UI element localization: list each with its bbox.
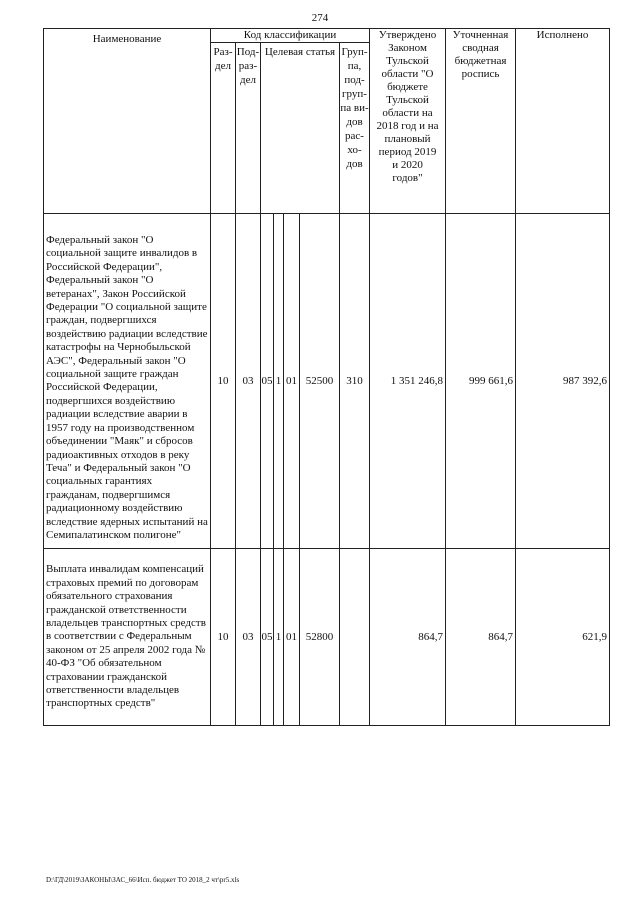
row-section: 10 bbox=[211, 549, 236, 725]
row-section: 10 bbox=[211, 214, 236, 549]
header-expense-group: Груп- па, под- груп- па ви- дов рас- хо- дов bbox=[340, 43, 370, 214]
row-name: Выплата инвалидам компенсаций страховых премий по договорам обязательного страхования гражданской ответственности владельцев транспортных средств в соответствии с Федеральным законом от 25 апреля 2002 года № 40-ФЗ "Об обязательном страховании гражданской ответственности владельцев транспортных средств" bbox=[44, 549, 211, 725]
row-subsection: 03 bbox=[236, 214, 261, 549]
header-name: Наименование bbox=[44, 29, 211, 214]
row-executed: 987 392,6 bbox=[516, 214, 610, 549]
row-specified: 864,7 bbox=[446, 549, 516, 725]
row-target-part-4: 52800 bbox=[300, 549, 340, 725]
row-approved: 1 351 246,8 bbox=[370, 214, 446, 549]
row-name: Федеральный закон "О социальной защите инвалидов в Российской Федерации", Федеральный закон "О ветеранах", Закон Российской Федерации "О социальной защите граждан, подвергшихся воздействию радиации вследствие катастрофы на Чернобыльской АЭС", Федеральный закон "О социальной защите граждан Российской Федерации, подвергшихся воздействию радиации вследствие аварии в 1957 году на производственном объединении "Маяк" и сбросов радиоактивных отходов в реку Теча" и Федеральный закон "О социальных гарантиях гражданам, подвергшимся радиационному воздействию вследствие ядерных испытаний на Семипалатинском полигоне" bbox=[44, 214, 211, 549]
row-target-part-1: 05 bbox=[261, 214, 274, 549]
header-subsection: Под- раз- дел bbox=[236, 43, 261, 214]
row-expense-group: 310 bbox=[340, 214, 370, 549]
row-target-part-3: 01 bbox=[284, 549, 300, 725]
row-target-part-2: 1 bbox=[274, 214, 284, 549]
page-number: 274 bbox=[311, 12, 329, 24]
file-path-footer: D:\ГД\2019\ЗАКОНЫ\ЗАС_66\Исп. бюджет ТО 2018_2 чт\pr5.xls bbox=[46, 876, 240, 884]
header-section: Раз- дел bbox=[211, 43, 236, 214]
row-executed: 621,9 bbox=[516, 549, 610, 725]
header-classification-code: Код классификации bbox=[211, 29, 370, 43]
row-specified: 999 661,6 bbox=[446, 214, 516, 549]
row-target-part-4: 52500 bbox=[300, 214, 340, 549]
header-executed: Исполнено bbox=[516, 29, 610, 214]
row-target-part-3: 01 bbox=[284, 214, 300, 549]
header-approved: Утверждено Законом Тульской области "О бюджете Тульской области на 2018 год и на плановый период 2019 и 2020 годов" bbox=[370, 29, 446, 214]
row-target-part-1: 05 bbox=[261, 549, 274, 725]
header-row-1 bbox=[44, 29, 610, 43]
row-approved: 864,7 bbox=[370, 549, 446, 725]
header-specified: Уточненная сводная бюджетная роспись bbox=[446, 29, 516, 214]
row-expense-group bbox=[340, 549, 370, 725]
table-row bbox=[44, 214, 610, 549]
budget-table bbox=[43, 28, 610, 726]
row-subsection: 03 bbox=[236, 549, 261, 725]
row-target-part-2: 1 bbox=[274, 549, 284, 725]
header-target-item: Целевая статья bbox=[261, 43, 340, 214]
table-row bbox=[44, 549, 610, 725]
